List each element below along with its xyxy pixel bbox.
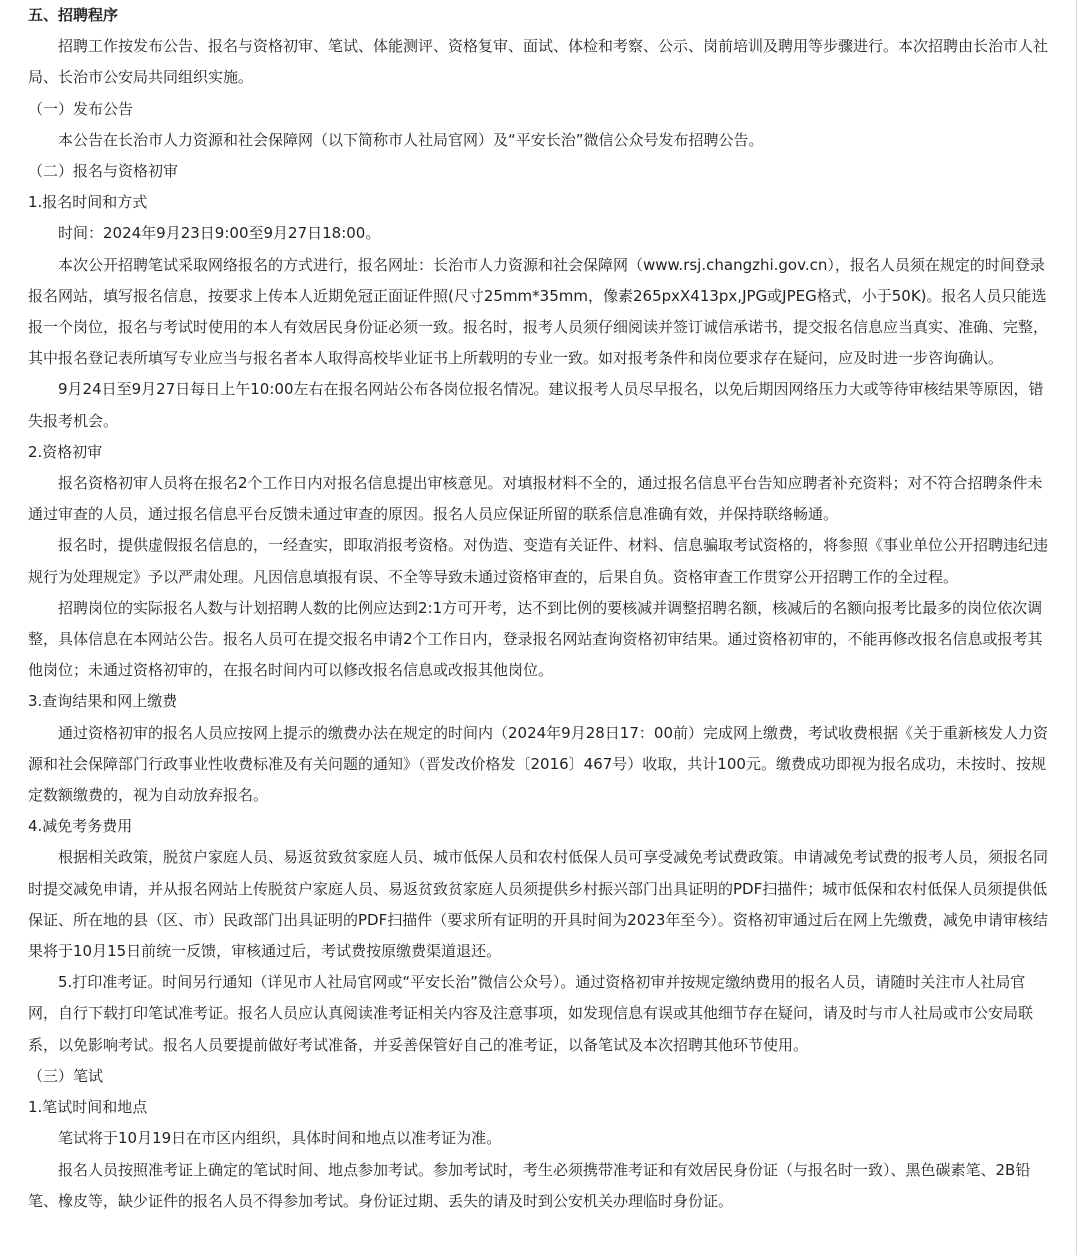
part2-s1-paragraph-1: 本次公开招聘笔试采取网络报名的方式进行，报名网址：长治市人力资源和社会保障网（www.rsj.changzhi.gov.cn），报名人员须在规定的时间登录报名网站，填写报名信息，按要求上传本人近期免冠正面证件照(尺寸25mm*35mm，像素265pxX413px,JPG或JPEG格式，小于50K)。报名人员只能选报一个岗位，报名与考试时使用的本人有效居民身份证必须一致。报名时，报考人员须仔细阅读并签订诚信承诺书，提交报名信息应当真实、准确、完整，其中报名登记表所填写专业应当与报名者本人取得高校毕业证书上所载明的专业一致。如对报考条件和岗位要求存在疑问，应及时进一步咨询确认。 <box>28 255 1049 368</box>
part2-s4-paragraph-1: 根据相关政策，脱贫户家庭人员、易返贫致贫家庭人员、城市低保人员和农村低保人员可享受减免考试费政策。申请减免考试费的报考人员，须报名同时提交减免申请，并从报名网站上传脱贫户家庭人员、易返贫致贫家庭人员须提供乡村振兴部门出具证明的PDF扫描件；城市低保和农村低保人员须提供低保证、所在地的县（区、市）民政部门出具证明的PDF扫描件（要求所有证明的开具时间为2023年至今）。资格初审通过后在网上先缴费，减免申请审核结果将于10月15日前统一反馈，审核通过后，考试费按原缴费渠道退还。 <box>28 848 1049 961</box>
part2-s1-time: 时间：2024年9月23日9:00至9月27日18:00。 <box>58 224 381 243</box>
document-body <box>28 0 1052 1217</box>
part2-s2-paragraph-1: 报名资格初审人员将在报名2个工作日内对报名信息提出审核意见。对填报材料不全的，通过报名信息平台告知应聘者补充资料；对不符合招聘条件未通过审查的人员，通过报名信息平台反馈未通过审查的原因。报名人员应保证所留的联系信息准确有效，并保持联络畅通。 <box>28 474 1043 524</box>
section-title: 五、招聘程序 <box>28 6 119 24</box>
part3-heading: （三）笔试 <box>28 1066 104 1085</box>
part3-s1-paragraph-1: 笔试将于10月19日在市区内组织，具体时间和地点以准考证为准。 <box>58 1129 502 1148</box>
intro-paragraph: 招聘工作按发布公告、报名与资格初审、笔试、体能测评、资格复审、面试、体检和考察、公示、岗前培训及聘用等步骤进行。本次招聘由长治市人社局、长治市公安局共同组织实施。 <box>28 37 1049 87</box>
part2-s4-title: 4.减免考务费用 <box>28 817 133 836</box>
part2-s3-paragraph-1: 通过资格初审的报名人员应按网上提示的缴费办法在规定的时间内（2024年9月28日17：00前）完成网上缴费，考试收费根据《关于重新核发人力资源和社会保障部门行政事业性收费标准及有关问题的通知》（晋发改价格发〔2016〕467号）收取，共计100元。缴费成功即视为报名成功，未按时、按规定数额缴费的，视为自动放弃报名。 <box>28 723 1048 805</box>
part3-s1-title: 1.笔试时间和地点 <box>28 1098 148 1117</box>
part3-s1-paragraph-2: 报名人员按照准考证上确定的笔试时间、地点参加考试。参加考试时，考生必须携带准考证和有效居民身份证（与报名时一致）、黑色碳素笔、2B铅笔、橡皮等，缺少证件的报名人员不得参加考试。身份证过期、丢失的请及时到公安机关办理临时身份证。 <box>28 1160 1031 1210</box>
part2-s2-title: 2.资格初审 <box>28 442 103 461</box>
part1-heading: （一）发布公告 <box>28 99 134 118</box>
page-edge <box>1076 0 1077 1255</box>
part2-heading: （二）报名与资格初审 <box>28 162 179 180</box>
part2-s2-paragraph-3: 招聘岗位的实际报名人数与计划招聘人数的比例应达到2:1方可开考，达不到比例的要核减并调整招聘名额，核减后的名额向报考比最多的岗位依次调整，具体信息在本网站公告。报名人员可在提交报名申请2个工作日内，登录报名网站查询资格初审结果。通过资格初审的，不能再修改报名信息或报考其他岗位；未通过资格初审的，在报名时间内可以修改报名信息或改报其他岗位。 <box>28 598 1043 680</box>
part2-s1-paragraph-2: 9月24日至9月27日每日上午10:00左右在报名网站公布各岗位报名情况。建议报考人员尽早报名，以免后期因网络压力大或等待审核结果等原因，错失报考机会。 <box>28 380 1044 430</box>
part2-s5-paragraph-1: 5.打印准考证。时间另行通知（详见市人社局官网或“平安长治”微信公众号）。通过资格初审并按规定缴纳费用的报名人员，请随时关注市人社局官网，自行下载打印笔试准考证。报名人员应认真阅读准考证相关内容及注意事项，如发现信息有误或其他细节存在疑问，请及时与市人社局或市公安局联系，以免影响考试。报名人员要提前做好考试准备，并妥善保管好自己的准考证，以备笔试及本次招聘其他环节使用。 <box>28 973 1034 1054</box>
part1-text: 本公告在长治市人力资源和社会保障网（以下简称市人社局官网）及“平安长治”微信公众号发布招聘公告。 <box>58 130 764 149</box>
part2-s3-title: 3.查询结果和网上缴费 <box>28 692 178 711</box>
part2-s1-title: 1.报名时间和方式 <box>28 193 148 212</box>
part2-s2-paragraph-2: 报名时，提供虚假报名信息的，一经查实，即取消报考资格。对伪造、变造有关证件、材料、信息骗取考试资格的，将参照《事业单位公开招聘违纪违规行为处理规定》予以严肃处理。凡因信息填报有误、不全等导致未通过资格审查的，后果自负。资格审查工作贯穿公开招聘工作的全过程。 <box>28 536 1049 586</box>
